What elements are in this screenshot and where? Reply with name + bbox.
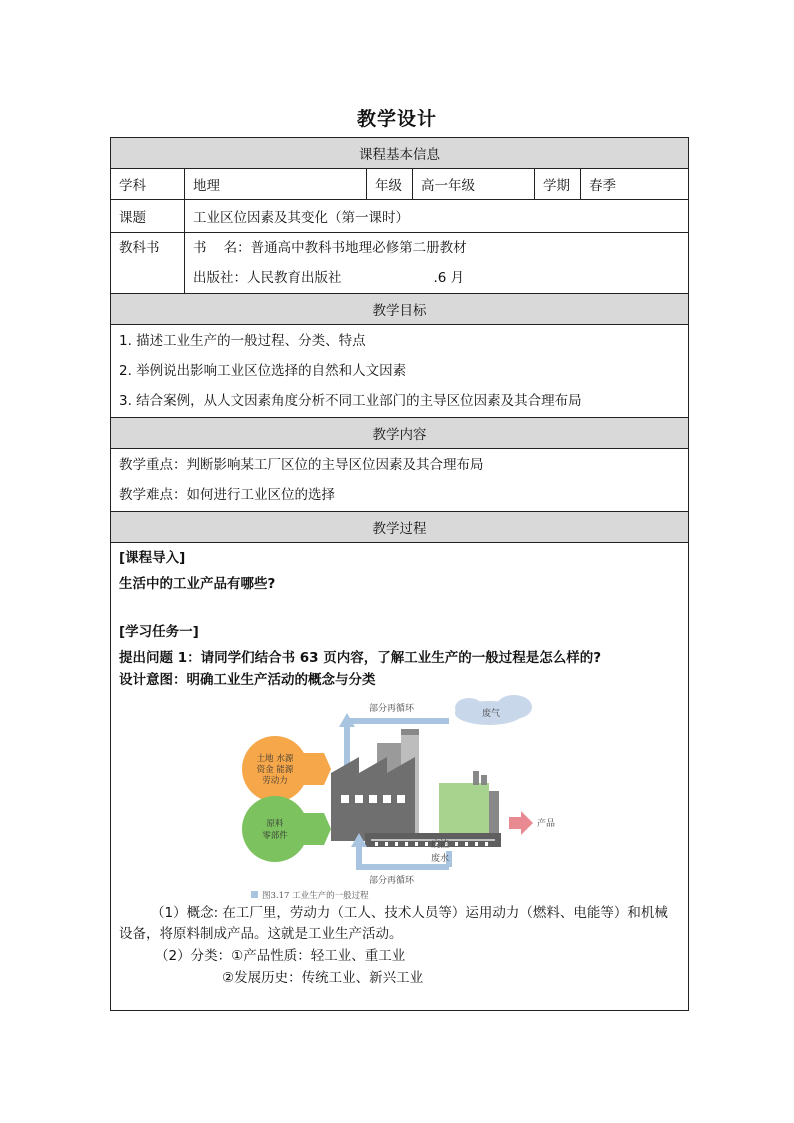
goal-item: 3. 结合案例，从人文因素角度分析不同工业部门的主导区位因素及其合理布局 (119, 393, 582, 409)
goal-item: 2. 举例说出影响工业区位选择的自然和人文因素 (119, 363, 407, 379)
section-basic-info-title: 课程基本信息 (111, 138, 689, 169)
term-label: 学期 (535, 169, 581, 200)
intro-heading: [课程导入] (119, 550, 186, 566)
concept-paragraph: （1）概念: 在工厂里，劳动力（工人、技术人员等）运用动力（燃料、电能等）和机械设备，将原料制成产品。这就是工业生产活动。 (119, 905, 668, 942)
topic-label: 课题 (111, 200, 185, 233)
industrial-process-figure (119, 691, 679, 903)
input-label: 原料 (266, 819, 284, 829)
section-process (111, 512, 689, 543)
topic-value: 工业区位因素及其变化（第一课时） (185, 200, 689, 233)
goals-row (111, 325, 689, 418)
question-1: 提出问题 1：请同学们结合书 63 页内容，了解工业生产的一般过程是怎么样的? (119, 650, 602, 666)
process-content (111, 543, 689, 1011)
figure-caption: 图3.17 工业生产的一般过程 (262, 891, 369, 901)
grade-label: 年级 (367, 169, 413, 200)
document-title: 教学设计 (356, 108, 437, 130)
content-row (111, 449, 689, 512)
publisher-line (193, 263, 680, 293)
process-row (111, 543, 689, 1011)
input-label: 零部件 (262, 831, 288, 841)
info-row (111, 169, 689, 200)
section-basic-info (111, 138, 689, 169)
input-circle-materials (242, 796, 308, 862)
input-label: 资金 能源 (256, 765, 294, 775)
bottom-recycle-label: 部分再循环 (369, 876, 415, 886)
factory-icon (331, 729, 501, 847)
topic-row (111, 200, 689, 233)
publisher: 出版社：人民教育出版社 (193, 270, 342, 286)
textbook-label (111, 233, 185, 294)
book-name: 书 名：普通高中教科书地理必修第二册教材 (193, 240, 467, 256)
input-arrow-materials (304, 813, 331, 845)
product-label: 产品 (537, 819, 556, 829)
lesson-plan-table (110, 137, 689, 1011)
content-list (111, 449, 689, 512)
subject-label: 学科 (111, 169, 185, 200)
grade-value: 高一年级 (413, 169, 535, 200)
goal-item: 1. 描述工业生产的一般过程、分类、特点 (119, 333, 366, 349)
term-value: 春季 (581, 169, 689, 200)
caption-marker (251, 891, 258, 898)
design-intent: 设计意图：明确工业生产活动的概念与分类 (119, 672, 376, 688)
waste-water-label: 废水 (431, 854, 450, 864)
exhaust-gas-label: 废气 (482, 709, 501, 719)
section-content-title: 教学内容 (111, 418, 689, 449)
textbook-details (185, 233, 689, 294)
textbook-label-text: 教科书 (119, 240, 160, 256)
task-heading: [学习任务一] (119, 624, 199, 640)
section-content (111, 418, 689, 449)
section-process-title: 教学过程 (111, 512, 689, 543)
textbook-row (111, 233, 689, 294)
input-label: 劳动力 (262, 776, 288, 786)
section-goals (111, 294, 689, 325)
subject-value: 地理 (185, 169, 367, 200)
waste-slag-label: 废渣 (431, 840, 450, 850)
section-goals-title: 教学目标 (111, 294, 689, 325)
difficulty: 教学难点：如何进行工业区位的选择 (119, 487, 335, 503)
top-recycle-label: 部分再循环 (369, 704, 415, 714)
product-arrow (509, 811, 533, 835)
industrial-process-diagram (119, 691, 679, 903)
key-point: 教学重点：判断影响某工厂区位的主导区位因素及其合理布局 (119, 457, 484, 473)
publish-month: .6 月 (433, 270, 465, 286)
classification-1: （2）分类：①产品性质：轻工业、重工业 (155, 948, 406, 964)
input-arrow-resources (304, 753, 331, 785)
classification-2: ②发展历史：传统工业、新兴工业 (222, 970, 424, 986)
input-label: 土地 水源 (256, 754, 294, 764)
intro-question: 生活中的工业产品有哪些? (119, 576, 276, 592)
goals-list (111, 325, 689, 418)
